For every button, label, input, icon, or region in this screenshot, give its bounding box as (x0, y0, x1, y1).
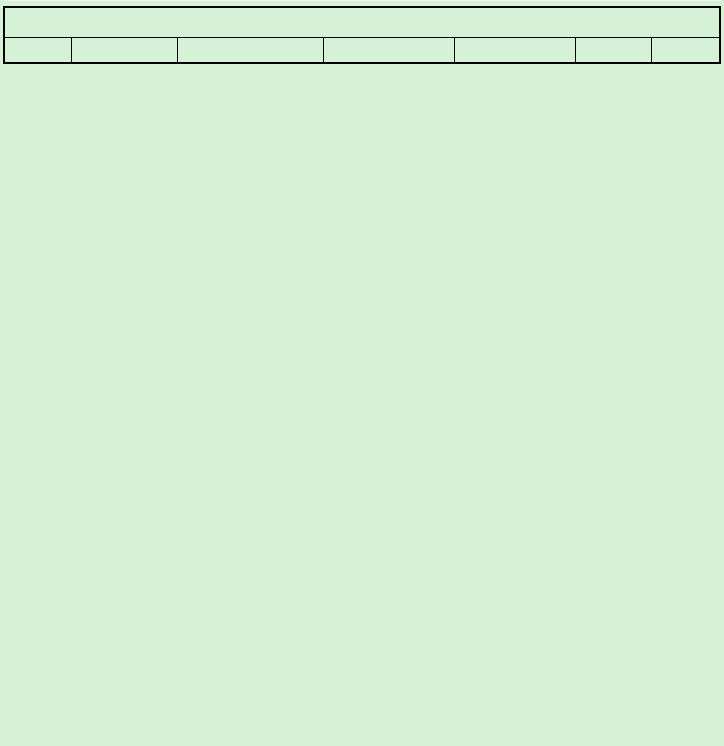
col-header-date (72, 38, 178, 64)
title-row (4, 7, 720, 38)
col-header-home (177, 38, 323, 64)
col-header-score (576, 38, 652, 64)
page-title (4, 7, 720, 38)
column-header-row (4, 38, 720, 64)
records-table (3, 6, 721, 64)
col-header-result (651, 38, 720, 64)
clipped-row-above (3, 0, 721, 6)
spreadsheet (3, 0, 721, 72)
col-header-tip (455, 38, 576, 64)
col-header-league (4, 38, 72, 64)
col-header-away (324, 38, 455, 64)
area-below-table (3, 64, 721, 72)
